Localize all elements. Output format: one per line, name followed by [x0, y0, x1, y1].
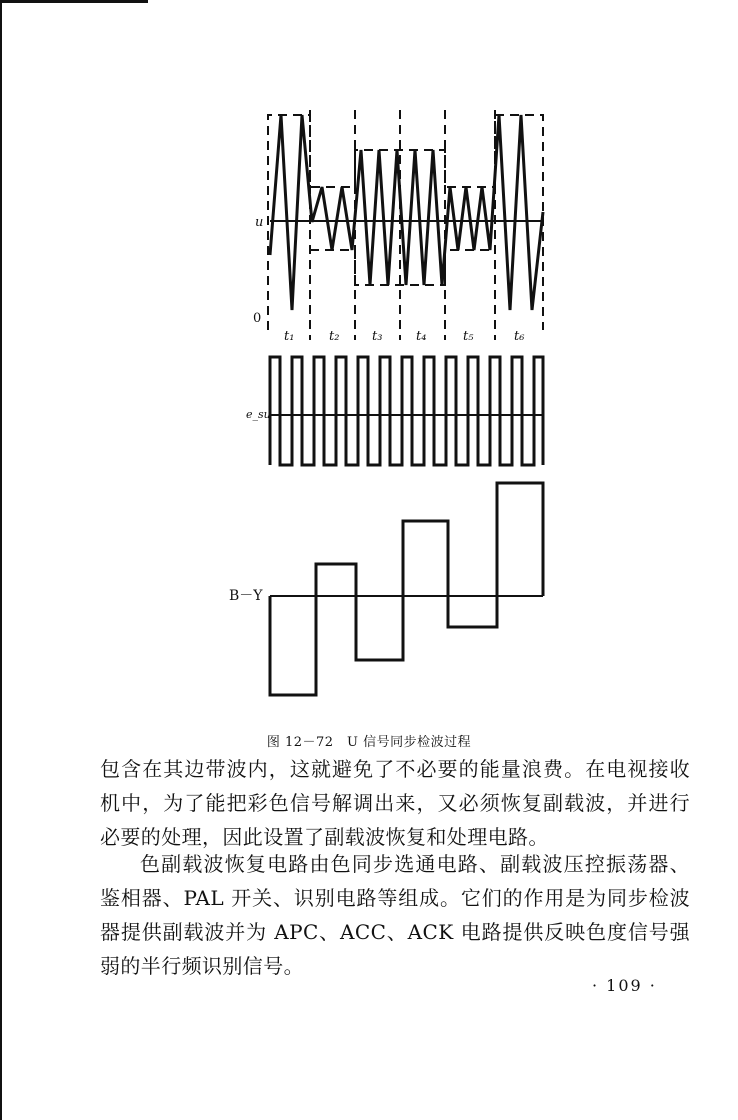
b-y-output-wave — [270, 483, 543, 695]
origin-label: 0 — [253, 311, 262, 326]
t6-label: t₆ — [514, 329, 525, 344]
dashed-envelope-lower — [310, 250, 495, 285]
t5-label: t₅ — [463, 329, 474, 344]
u-axis-label: u — [255, 215, 264, 230]
page-number: · 109 · — [592, 976, 657, 995]
t1-label: t₁ — [284, 329, 295, 344]
paragraph-2: 色副载波恢复电路由色同步选通电路、副载波压控振荡器、鉴相器、PAL 开关、识别电路等组成。它们的作用是为同步检波器提供副载波并为 APC、ACC、ACK 电路提供反映色度信号强弱的半行频识别信号。 — [100, 852, 690, 978]
subcarrier-square-wave — [270, 357, 543, 465]
t4-label: t₄ — [416, 329, 427, 344]
paragraph-1: 包含在其边带波内，这就避免了不必要的能量浪费。在电视接收机中，为了能把彩色信号解调出来，又必须恢复副载波，并进行必要的处理，因此设置了副载波恢复和处理电路。 — [100, 757, 690, 849]
b-y-label: B－Y — [229, 588, 263, 604]
t2-label: t₂ — [329, 329, 340, 344]
esu-label: e_su — [246, 408, 271, 421]
t3-label: t₃ — [372, 329, 383, 344]
figure-caption: 图 12－72 U 信号同步检波过程 — [266, 735, 472, 750]
